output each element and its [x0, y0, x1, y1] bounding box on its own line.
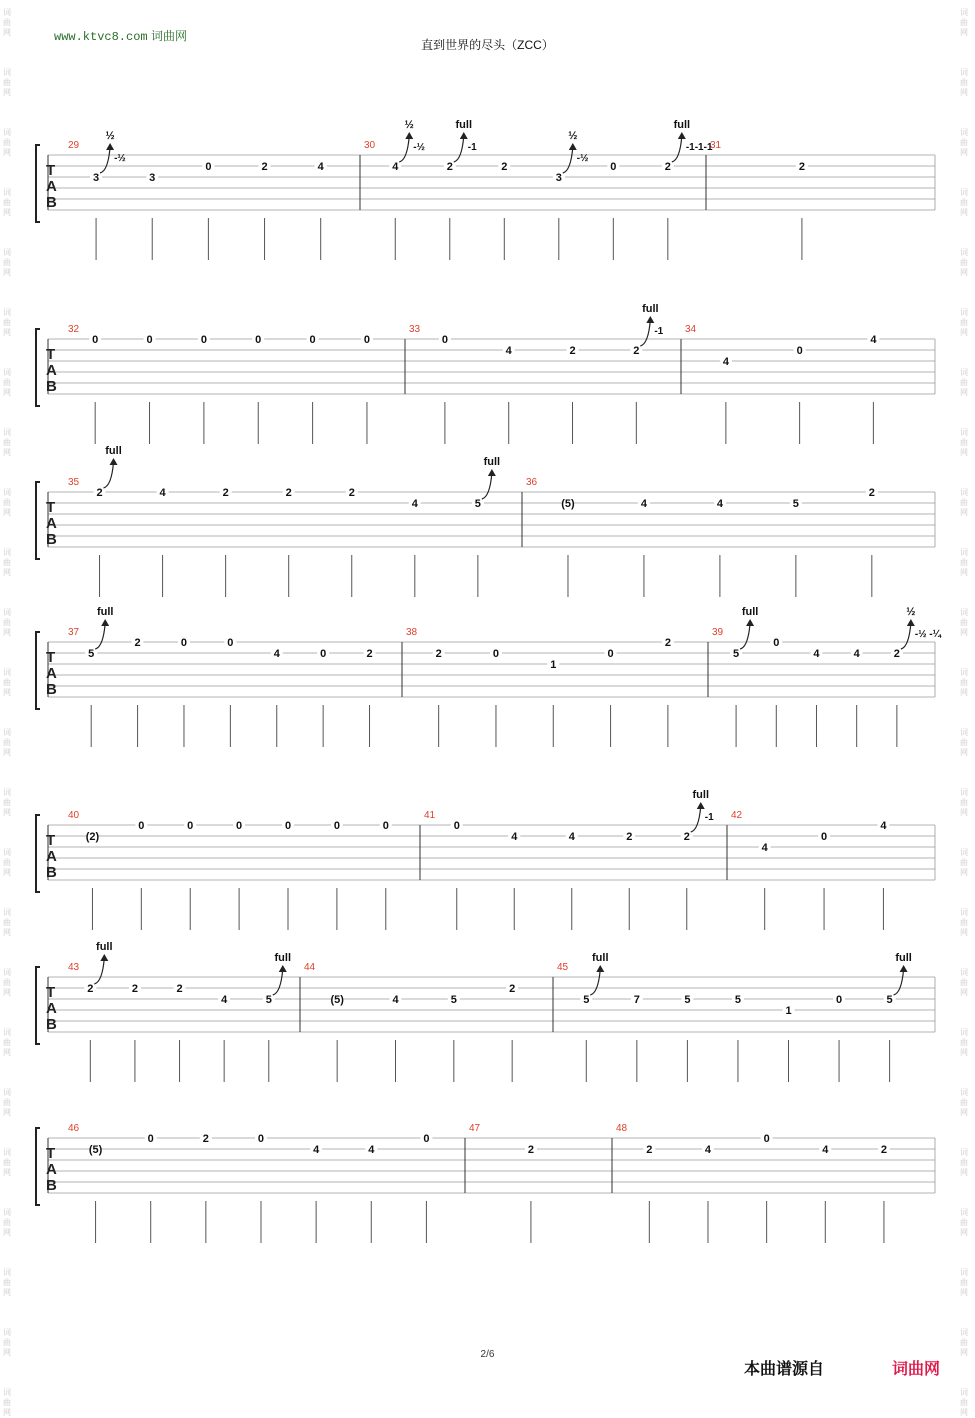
measure-number: 37	[68, 627, 80, 638]
bend-arrow	[901, 623, 911, 649]
fret-number: 0	[821, 831, 828, 843]
tab-clef-letter: B	[46, 681, 57, 698]
system-brace	[36, 815, 40, 892]
fret-number: (5)	[88, 1144, 103, 1156]
fret-number: 0	[363, 334, 371, 346]
tab-system	[36, 941, 935, 1082]
fret-number: 4	[568, 831, 575, 843]
fret-number: 0	[236, 820, 243, 832]
bend-arrow	[100, 147, 110, 173]
measure-number: 42	[731, 810, 743, 821]
bend-label: ½	[906, 606, 916, 618]
bend-arrowhead	[100, 954, 108, 961]
bend-arrow	[640, 320, 650, 346]
fret-number: 4	[368, 1144, 375, 1156]
tab-clef-letter: A	[46, 515, 57, 532]
measure-number: 39	[712, 627, 724, 638]
fret-number: 0	[492, 648, 500, 660]
fret-number: 0	[284, 820, 292, 832]
fret-number: 4	[722, 356, 729, 368]
tab-system	[36, 119, 935, 260]
tab-system	[36, 303, 935, 444]
watermark-text: 词 曲 网	[3, 788, 11, 817]
watermark-text: 词 曲 网	[3, 1328, 11, 1357]
watermark-text: 词 曲 网	[960, 548, 968, 577]
measure-number: 47	[469, 1123, 481, 1134]
bend-label: ½	[105, 130, 115, 142]
measure-number: 41	[424, 810, 436, 821]
fret-number: 0	[227, 637, 234, 649]
watermark-text: 词 曲 网	[960, 248, 968, 277]
site-url[interactable]: www.ktvc8.com	[54, 30, 148, 44]
bend-arrowhead	[697, 802, 705, 809]
watermark-text: 词 曲 网	[3, 1268, 11, 1297]
watermark-text: 词 曲 网	[3, 8, 11, 37]
fret-number: 2	[501, 161, 508, 173]
bend-arrowhead	[900, 965, 908, 972]
bend-arrowhead	[646, 316, 654, 323]
measure-number: 33	[409, 324, 421, 335]
fret-number: 4	[159, 487, 166, 499]
watermark-text: 词 曲 网	[960, 1028, 968, 1057]
tab-clef-letter: A	[46, 848, 57, 865]
fret-number: 2	[285, 487, 292, 499]
tab-clef-letter: B	[46, 378, 57, 395]
bend-label: full	[592, 952, 609, 964]
fret-number: 4	[704, 1144, 712, 1156]
fret-number: 1	[550, 659, 557, 671]
fret-number: 2	[509, 983, 516, 995]
fret-number: 2	[446, 161, 453, 173]
tab-clef-letter: T	[46, 1145, 56, 1162]
watermark-text: 词 曲 网	[3, 1148, 11, 1177]
fret-number: 4	[880, 820, 887, 832]
fret-number: 2	[366, 648, 373, 660]
fret-number: 2	[435, 648, 442, 660]
bend-arrowhead	[279, 965, 287, 972]
tab-clef-letter: T	[46, 984, 56, 1001]
fret-number: 2	[527, 1144, 534, 1156]
fret-number: 3	[93, 172, 100, 184]
fret-number: 0	[610, 161, 617, 173]
bend-arrowhead	[110, 458, 118, 465]
bend-label: full	[96, 941, 113, 953]
tab-clef-letter: T	[46, 346, 56, 363]
fret-number: 0	[138, 820, 145, 832]
watermark-text: 词 曲 网	[3, 368, 11, 397]
fret-number: 2	[569, 345, 576, 357]
watermark-text: 词 曲 网	[960, 188, 968, 217]
fret-number: 1	[785, 1005, 792, 1017]
fret-number: 3	[555, 172, 562, 184]
system-brace	[36, 145, 40, 222]
bend-arrowhead	[678, 132, 686, 139]
page-number: 2/6	[480, 1349, 495, 1360]
watermark-text: 词 曲 网	[960, 1268, 968, 1297]
fret-number: 0	[257, 1133, 265, 1145]
release-label: -½	[114, 153, 126, 164]
bend-label: ½	[568, 130, 578, 142]
watermark-text: 词 曲 网	[3, 728, 11, 757]
fret-number: 0	[309, 334, 316, 346]
tab-clef-letter: B	[46, 194, 57, 211]
fret-number: 5	[88, 648, 95, 660]
measure-number: 31	[710, 140, 722, 151]
fret-number: 4	[273, 648, 280, 660]
fret-number: 2	[348, 487, 355, 499]
bend-arrow	[563, 147, 573, 173]
measure-number: 46	[68, 1123, 80, 1134]
source-logo[interactable]: 词曲网	[892, 1361, 941, 1378]
tab-clef-letter: B	[46, 531, 57, 548]
measure-number: 35	[68, 477, 80, 488]
bend-label: full	[673, 119, 691, 131]
fret-number: 2	[664, 161, 671, 173]
page-title: 直到世界的尽头（ZCC）	[421, 38, 554, 52]
fret-number: 0	[320, 648, 327, 660]
system-brace	[36, 329, 40, 406]
bend-arrow	[482, 473, 492, 499]
bend-label: full	[455, 119, 473, 131]
watermark-text: 词 曲 网	[3, 1208, 11, 1237]
watermark-text: 词 曲 网	[960, 668, 968, 697]
fret-number: 4	[822, 1144, 829, 1156]
fret-number: 2	[96, 487, 103, 499]
bend-arrow	[672, 136, 682, 162]
bend-arrowhead	[746, 619, 754, 626]
watermark-text: 词 曲 网	[3, 1028, 11, 1057]
fret-number: (5)	[330, 994, 344, 1006]
watermark-text: 词 曲 网	[960, 1388, 968, 1417]
fret-number: 0	[382, 820, 389, 832]
fret-number: 0	[607, 648, 614, 660]
bend-arrow	[691, 806, 701, 832]
fret-number: 4	[317, 161, 324, 173]
release-label: -1	[704, 812, 714, 823]
watermark-text: 词 曲 网	[3, 908, 11, 937]
bend-label: ½	[404, 119, 414, 131]
watermark-text: 词 曲 网	[960, 1148, 968, 1177]
fret-number: 0	[423, 1133, 430, 1145]
watermark-text: 词 曲 网	[3, 128, 11, 157]
watermark-text: 词 曲 网	[3, 428, 11, 457]
fret-number: (2)	[85, 831, 100, 843]
bend-label: full	[105, 445, 122, 457]
watermark-text: 词 曲 网	[3, 968, 11, 997]
fret-number: (5)	[561, 498, 575, 510]
fret-number: 0	[187, 820, 194, 832]
release-label: -½	[576, 153, 589, 164]
fret-number: 5	[886, 994, 893, 1006]
fret-number: 0	[200, 334, 207, 346]
measure-number: 40	[68, 810, 80, 821]
fret-number: 7	[633, 994, 640, 1006]
fret-number: 5	[583, 994, 590, 1006]
release-label: -½	[413, 142, 425, 153]
bend-arrowhead	[460, 132, 468, 139]
fret-number: 4	[392, 994, 399, 1006]
bend-arrow	[94, 958, 104, 984]
tab-clef-letter: A	[46, 362, 57, 379]
site-name[interactable]: 词曲网	[150, 29, 187, 43]
fret-number: 2	[880, 1144, 888, 1156]
fret-number: 0	[205, 161, 212, 173]
measure-number: 45	[557, 962, 569, 973]
tab-clef-letter: T	[46, 499, 56, 516]
fret-number: 2	[633, 345, 640, 357]
tab-clef-letter: T	[46, 832, 56, 849]
fret-number: 4	[221, 994, 228, 1006]
tab-system	[36, 1123, 935, 1243]
release-label: -1-1-1	[685, 142, 713, 153]
fret-number: 5	[265, 994, 272, 1006]
fret-number: 2	[893, 648, 900, 660]
bend-arrowhead	[907, 619, 915, 626]
tab-clef-letter: T	[46, 162, 56, 179]
fret-number: 0	[146, 334, 153, 346]
watermark-text: 词 曲 网	[3, 668, 11, 697]
fret-number: 0	[796, 345, 803, 357]
fret-number: 4	[640, 498, 648, 510]
measure-number: 38	[406, 627, 418, 638]
watermark-text: 词 曲 网	[960, 128, 968, 157]
bend-arrowhead	[405, 132, 413, 139]
fret-number: 2	[134, 637, 141, 649]
fret-number: 4	[313, 1144, 320, 1156]
fret-number: 0	[835, 994, 843, 1006]
measure-number: 32	[68, 324, 80, 335]
measure-number: 43	[68, 962, 80, 973]
fret-number: 0	[147, 1133, 154, 1145]
bend-label: full	[895, 952, 912, 964]
watermark-text: 词 曲 网	[960, 68, 968, 97]
tab-clef-letter: A	[46, 665, 57, 682]
bend-arrow	[95, 623, 105, 649]
system-brace	[36, 482, 40, 559]
watermark-text: 词 曲 网	[3, 1088, 11, 1117]
watermark-text: 词 曲 网	[960, 368, 968, 397]
watermark-text: 词 曲 网	[3, 248, 11, 277]
bend-arrowhead	[488, 469, 496, 476]
fret-number: 2	[222, 487, 229, 499]
fret-number: 5	[474, 498, 481, 510]
bend-arrowhead	[101, 619, 109, 626]
bend-label: full	[642, 303, 659, 315]
fret-number: 5	[684, 994, 691, 1006]
release-label: -1	[467, 142, 477, 153]
fret-number: 2	[664, 637, 671, 649]
watermark-text: 词 曲 网	[960, 428, 968, 457]
watermark-text: 词 曲 网	[3, 308, 11, 337]
bend-arrow	[273, 969, 283, 995]
fret-number: 0	[255, 334, 262, 346]
fret-number: 2	[202, 1133, 209, 1145]
bend-arrow	[590, 969, 600, 995]
fret-number: 2	[131, 983, 138, 995]
measure-number: 34	[685, 324, 697, 335]
measure-number: 36	[526, 477, 538, 488]
system-brace	[36, 1128, 40, 1205]
watermark-text: 词 曲 网	[960, 1208, 968, 1237]
fret-number: 0	[333, 820, 340, 832]
watermark-text: 词 曲 网	[960, 1088, 968, 1117]
bend-label: full	[741, 606, 759, 618]
watermark-text: 词 曲 网	[960, 608, 968, 637]
watermark-text: 词 曲 网	[960, 788, 968, 817]
fret-number: 4	[870, 334, 877, 346]
watermark-text: 词 曲 网	[960, 908, 968, 937]
tab-clef-letter: B	[46, 1016, 57, 1033]
measure-number: 48	[616, 1123, 628, 1134]
tab-clef-letter: B	[46, 1177, 57, 1194]
watermark-text: 词 曲 网	[3, 68, 11, 97]
bend-arrow	[104, 462, 114, 488]
system-brace	[36, 967, 40, 1044]
bend-arrowhead	[569, 143, 577, 150]
tab-clef-letter: A	[46, 1161, 57, 1178]
fret-number: 0	[453, 820, 460, 832]
tab-system	[36, 606, 942, 747]
tab-clef-letter: T	[46, 649, 56, 666]
fret-number: 2	[868, 487, 875, 499]
source-label: 本曲谱源自	[744, 1361, 825, 1378]
tab-clef-letter: A	[46, 178, 57, 195]
fret-number: 2	[798, 161, 805, 173]
tab-clef-letter: B	[46, 864, 57, 881]
watermark-text: 词 曲 网	[960, 848, 968, 877]
fret-number: 0	[92, 334, 99, 346]
bend-arrow	[740, 623, 750, 649]
bend-arrow	[399, 136, 409, 162]
bend-label: full	[483, 456, 501, 468]
tab-system	[36, 445, 935, 597]
release-label: -1	[654, 326, 664, 337]
fret-number: 4	[761, 842, 768, 854]
fret-number: 5	[792, 498, 799, 510]
watermark-text: 词 曲 网	[960, 1328, 968, 1357]
bend-label: full	[692, 789, 709, 801]
fret-number: 0	[763, 1133, 770, 1145]
bend-arrow	[894, 969, 904, 995]
measure-number: 30	[364, 140, 376, 151]
fret-number: 0	[441, 334, 448, 346]
fret-number: 5	[733, 648, 740, 660]
tab-clef-letter: A	[46, 1000, 57, 1017]
fret-number: 2	[683, 831, 690, 843]
watermark-text: 词 曲 网	[3, 848, 11, 877]
fret-number: 4	[511, 831, 518, 843]
fret-number: 4	[716, 498, 723, 510]
fret-number: 2	[626, 831, 633, 843]
bend-arrowhead	[596, 965, 604, 972]
watermark-text: 词 曲 网	[3, 188, 11, 217]
watermark-text: 词 曲 网	[960, 968, 968, 997]
fret-number: 2	[176, 983, 183, 995]
fret-number: 4	[853, 648, 860, 660]
fret-number: 4	[411, 498, 418, 510]
fret-number: 0	[180, 637, 188, 649]
watermark-text: 词 曲 网	[960, 8, 968, 37]
watermark-text: 词 曲 网	[3, 488, 11, 517]
watermark-text: 词 曲 网	[3, 1388, 11, 1417]
system-brace	[36, 632, 40, 709]
fret-number: 4	[505, 345, 512, 357]
watermark-text: 词 曲 网	[960, 488, 968, 517]
release-label: -½ -¼	[914, 629, 941, 640]
watermark-text: 词 曲 网	[960, 308, 968, 337]
fret-number: 5	[450, 994, 457, 1006]
fret-number: 2	[87, 983, 94, 995]
fret-number: 2	[646, 1144, 653, 1156]
tab-system	[36, 789, 935, 930]
bend-arrow	[454, 136, 464, 162]
bend-label: full	[274, 952, 292, 964]
fret-number: 4	[392, 161, 399, 173]
watermark-text: 词 曲 网	[3, 548, 11, 577]
watermark-text: 词 曲 网	[960, 728, 968, 757]
watermark-text: 词 曲 网	[3, 608, 11, 637]
measure-number: 29	[68, 140, 80, 151]
fret-number: 0	[773, 637, 780, 649]
bend-arrowhead	[106, 143, 114, 150]
fret-number: 3	[149, 172, 156, 184]
bend-label: full	[96, 606, 114, 618]
fret-number: 2	[261, 161, 268, 173]
fret-number: 4	[813, 648, 820, 660]
measure-number: 44	[304, 962, 316, 973]
fret-number: 5	[734, 994, 742, 1006]
